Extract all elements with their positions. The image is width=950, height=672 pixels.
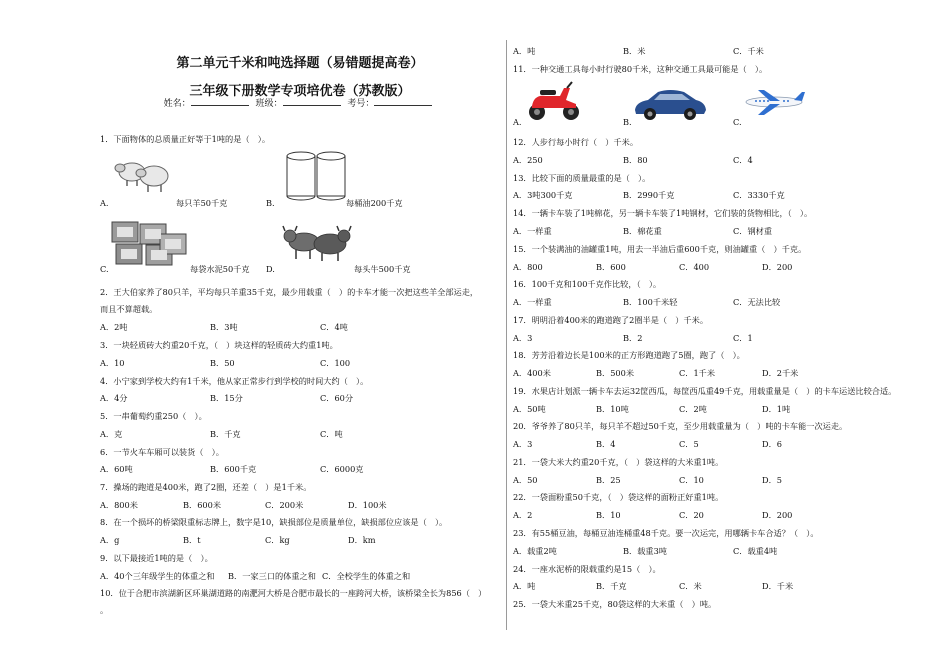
q15-option-c[interactable]: C．400	[679, 262, 710, 272]
q3-option-c[interactable]: C．100	[320, 358, 351, 368]
q20-option-c[interactable]: C．5	[679, 439, 699, 449]
q20-option-b[interactable]: B．4	[596, 439, 616, 449]
q20-option-a[interactable]: A．3	[513, 439, 533, 449]
question-12: 12．人步行每小时行（ ）千米。	[513, 137, 639, 147]
q8-option-d[interactable]: D．km	[348, 535, 376, 545]
question-1: 1．下面物体的总质量正好等于1吨的是（ ）。	[100, 134, 271, 144]
q14-option-b[interactable]: B．棉花重	[623, 226, 662, 236]
q10-option-b[interactable]: B．米	[623, 46, 646, 56]
question-17: 17．明明沿着400米的跑道跑了2圈半是（ ）千米。	[513, 315, 709, 325]
cement-bag-picture	[110, 220, 188, 268]
q3-option-a[interactable]: A．10	[100, 358, 125, 368]
q1-option-a[interactable]: A.	[100, 198, 109, 208]
q9-option-b[interactable]: B．一家三口的体重之和	[228, 571, 316, 581]
q2-option-b[interactable]: B．3吨	[210, 322, 238, 332]
q18-option-b[interactable]: B．500米	[596, 368, 635, 378]
question-22: 22．一袋面粉重50千克，（ ）袋这样的面粉正好重1吨。	[513, 492, 724, 502]
question-8: 8．在一个损坏的桥梁限重标志牌上，数字是10，缺损部位是质量单位，缺损部位应该是（ ）。	[100, 517, 448, 527]
q15-option-d[interactable]: D．200	[762, 262, 793, 272]
question-10-line1: 10．位于合肥市滨湖新区环巢湖道路的南淝河大桥是合肥市最长的一座跨河大桥，该桥梁全长为856（ ）	[100, 588, 487, 598]
q15-option-b[interactable]: B．600	[596, 262, 626, 272]
class-blank[interactable]	[283, 97, 341, 106]
q2-option-c[interactable]: C．4吨	[320, 322, 348, 332]
q12-option-a[interactable]: A．250	[513, 155, 543, 165]
q22-option-d[interactable]: D．200	[762, 510, 793, 520]
car-picture	[632, 86, 708, 122]
q17-option-c[interactable]: C．1	[733, 333, 753, 343]
q21-option-b[interactable]: B．25	[596, 475, 621, 485]
q14-option-c[interactable]: C．钢材重	[733, 226, 773, 236]
q13-option-a[interactable]: A．3吨300千克	[513, 190, 573, 200]
q22-option-a[interactable]: A．2	[513, 510, 533, 520]
q13-option-c[interactable]: C．3330千克	[733, 190, 785, 200]
question-10-line2: 。	[100, 605, 109, 615]
question-21: 21．一袋大米大约重20千克，（ ）袋这样的大米重1吨。	[513, 457, 724, 467]
q22-option-c[interactable]: C．20	[679, 510, 704, 520]
q11-option-a[interactable]: A.	[513, 117, 522, 127]
name-label: 姓名：	[163, 99, 191, 109]
q9-option-c[interactable]: C．全校学生的体重之和	[322, 571, 411, 581]
q4-option-b[interactable]: B．15分	[210, 393, 243, 403]
question-15: 15．一个装满油的油罐重1吨，用去一半油后重600千克，则油罐重（ ）千克。	[513, 244, 807, 254]
q11-option-b[interactable]: B.	[623, 117, 632, 127]
q13-option-b[interactable]: B．2990千克	[623, 190, 675, 200]
question-19: 19．水果店计划派一辆卡车去运32筐西瓜，每筐西瓜重49千克，用载重量是（ ）的卡车运送比较合适。	[513, 386, 897, 396]
q19-option-c[interactable]: C．2吨	[679, 404, 707, 414]
question-16: 16．100千克和100千克作比较，（ ）。	[513, 279, 662, 289]
q4-option-c[interactable]: C．60分	[320, 393, 354, 403]
q23-option-c[interactable]: C．载重4吨	[733, 546, 778, 556]
page-subtitle: 三年级下册数学专项培优卷（苏教版）	[189, 84, 411, 99]
cattle-picture	[282, 222, 352, 264]
q1-caption-d: 每头牛500千克	[354, 264, 411, 274]
q8-option-b[interactable]: B．t	[183, 535, 201, 545]
q1-caption-c: 每袋水泥50千克	[190, 264, 250, 274]
sheep-picture	[112, 152, 174, 196]
q21-option-a[interactable]: A．50	[513, 475, 538, 485]
q24-option-b[interactable]: B．千克	[596, 581, 627, 591]
q15-option-a[interactable]: A．800	[513, 262, 543, 272]
q1-option-d[interactable]: D.	[266, 264, 275, 274]
q8-option-c[interactable]: C．kg	[265, 535, 290, 545]
q10-option-a[interactable]: A．吨	[513, 46, 536, 56]
question-18: 18．芳芳沿着边长是100米的正方形跑道跑了5圈，跑了（ ）。	[513, 350, 745, 360]
scooter-picture	[526, 78, 582, 122]
q4-option-a[interactable]: A．4分	[100, 393, 128, 403]
q8-option-a[interactable]: A．g	[100, 535, 120, 545]
q20-option-d[interactable]: D．6	[762, 439, 782, 449]
question-11: 11．一种交通工具每小时行驶80千米，这种交通工具最可能是（ ）。	[513, 64, 768, 74]
q9-option-a[interactable]: A．40个三年级学生的体重之和	[100, 571, 215, 581]
q23-option-a[interactable]: A．载重2吨	[513, 546, 557, 556]
name-blank[interactable]	[191, 97, 249, 106]
q24-option-d[interactable]: D．千米	[762, 581, 794, 591]
question-25: 25．一袋大米重25千克，80袋这样的大米重（ ）吨。	[513, 599, 717, 609]
q1-option-c[interactable]: C.	[100, 264, 109, 274]
q6-option-a[interactable]: A．60吨	[100, 464, 133, 474]
q22-option-b[interactable]: B．10	[596, 510, 621, 520]
question-2-line1: 2．王大伯家养了80只羊，平均每只羊重35千克，最少用载重（ ）的卡车才能一次把这些羊全部运走，	[100, 287, 479, 297]
question-13: 13．比较下面的质量最重的是（ ）。	[513, 173, 651, 183]
q5-option-a[interactable]: A．克	[100, 429, 123, 439]
question-14: 14．一辆卡车装了1吨棉花，另一辆卡车装了1吨钢材，它们装的货物相比，（ ）。	[513, 208, 813, 218]
q24-option-c[interactable]: C．米	[679, 581, 702, 591]
class-label: 班级：	[255, 99, 283, 109]
q2-option-a[interactable]: A．2吨	[100, 322, 128, 332]
q24-option-a[interactable]: A．吨	[513, 581, 536, 591]
q1-option-b[interactable]: B.	[266, 198, 275, 208]
q7-option-d[interactable]: D．100米	[348, 500, 387, 510]
question-4: 4．小宁家到学校大约有1千米，他从家正常步行到学校的时间大约（ ）。	[100, 376, 369, 386]
number-label: 考号：	[347, 99, 375, 109]
q16-option-c[interactable]: C．无法比较	[733, 297, 781, 307]
page-title: 第二单元千米和吨选择题（易错题提高卷）	[176, 56, 424, 71]
question-2-line2: 而且不算超载。	[100, 304, 158, 314]
q16-option-b[interactable]: B．100千米轻	[623, 297, 678, 307]
question-7: 7．操场的跑道是400米，跑了2圈，还差（ ）是1千米。	[100, 482, 312, 492]
question-23: 23．有55桶豆油，每桶豆油连桶重48千克。要一次运完，用哪辆卡车合适？（ ）。	[513, 528, 819, 538]
q6-option-c[interactable]: C．6000克	[320, 464, 364, 474]
question-3: 3．一块轻质砖大约重20千克，（ ）块这样的轻质砖大约重1吨。	[100, 340, 338, 350]
q5-option-b[interactable]: B．千克	[210, 429, 241, 439]
q19-option-b[interactable]: B．10吨	[596, 404, 629, 414]
q7-option-c[interactable]: C．200米	[265, 500, 304, 510]
q23-option-b[interactable]: B．载重3吨	[623, 546, 667, 556]
question-6: 6．一节火车车厢可以装货（ ）。	[100, 447, 224, 457]
q1-caption-b: 每桶油200千克	[346, 198, 403, 208]
q16-option-a[interactable]: A．一样重	[513, 297, 552, 307]
q11-option-c[interactable]: C.	[733, 117, 742, 127]
q7-option-a[interactable]: A．800米	[100, 500, 138, 510]
q7-option-b[interactable]: B．600米	[183, 500, 222, 510]
number-blank[interactable]	[374, 97, 432, 106]
column-divider	[506, 40, 507, 630]
q19-option-d[interactable]: D．1吨	[762, 404, 791, 414]
q18-option-a[interactable]: A．400米	[513, 368, 551, 378]
q5-option-c[interactable]: C．吨	[320, 429, 343, 439]
q21-option-d[interactable]: D．5	[762, 475, 782, 485]
q14-option-a[interactable]: A．一样重	[513, 226, 552, 236]
q12-option-c[interactable]: C．4	[733, 155, 753, 165]
q12-option-b[interactable]: B．80	[623, 155, 648, 165]
airplane-picture	[744, 88, 806, 118]
q18-option-c[interactable]: C．1千米	[679, 368, 716, 378]
q1-caption-a: 每只羊50千克	[176, 198, 228, 208]
q21-option-c[interactable]: C．10	[679, 475, 704, 485]
student-info-row	[120, 96, 480, 109]
q18-option-d[interactable]: D．2千米	[762, 368, 799, 378]
q17-option-b[interactable]: B．2	[623, 333, 643, 343]
question-5: 5．一串葡萄约重250（ ）。	[100, 411, 207, 421]
q6-option-b[interactable]: B．600千克	[210, 464, 257, 474]
question-9: 9．以下最接近1吨的是（ ）。	[100, 553, 213, 563]
oil-barrel-picture	[284, 150, 348, 202]
q10-option-c[interactable]: C．千米	[733, 46, 764, 56]
question-20: 20．爷爷养了80只羊，每只羊不超过50千克，至少用载重量为（ ）吨的卡车能一次运走。	[513, 421, 848, 431]
q3-option-b[interactable]: B．50	[210, 358, 235, 368]
question-24: 24．一座水泥桥的限载重约是15（ ）。	[513, 564, 661, 574]
q17-option-a[interactable]: A．3	[513, 333, 533, 343]
q19-option-a[interactable]: A．50吨	[513, 404, 546, 414]
